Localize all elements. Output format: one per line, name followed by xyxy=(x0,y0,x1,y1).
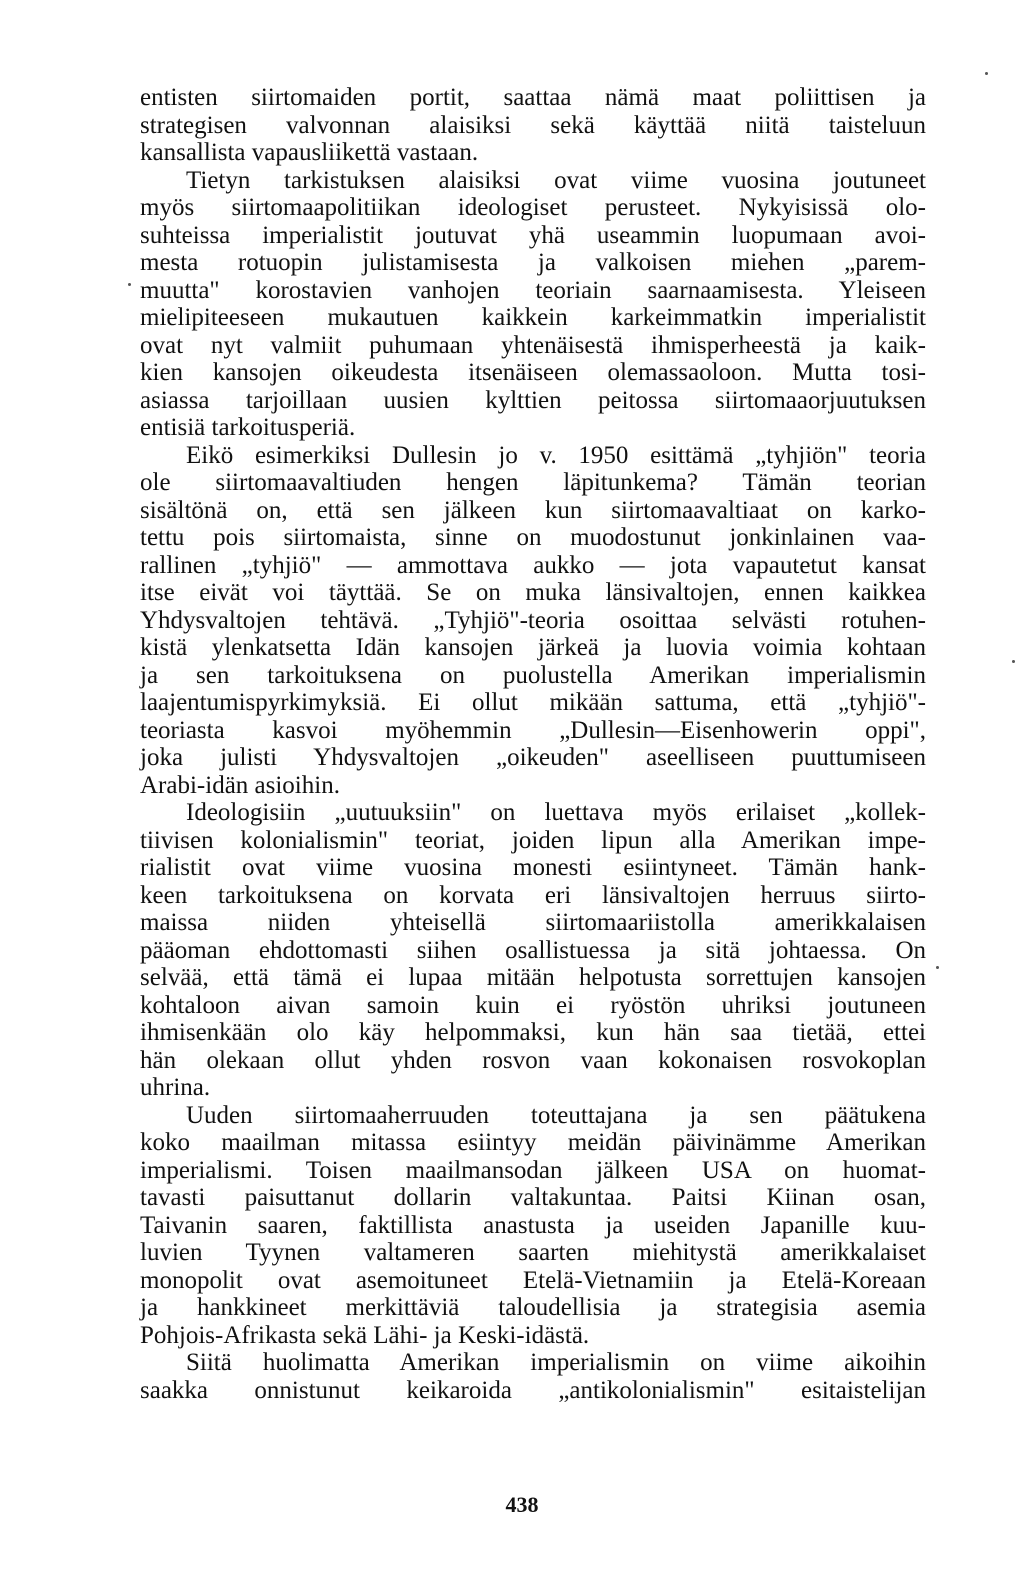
text-line: ole siirtomaavaltiuden hengen läpitunkema? Tämän teorian xyxy=(140,469,926,496)
text-line: Ideologisiin „uutuuksiin" on luettava myös erilaiset „kollek- xyxy=(186,799,926,826)
text-line: monopolit ovat asemoituneet Etelä-Vietnamiin ja Etelä-Koreaan xyxy=(140,1266,926,1294)
text-line: pääoman ehdottomasti siihen osallistuessa ja sitä johtaessa. On xyxy=(140,936,926,964)
text-line: Tietyn tarkistuksen alaisiksi ovat viime vuosina joutuneet xyxy=(186,166,926,194)
text-line: hän olekaan ollut yhden rosvon vaan kokonaisen rosvokoplan xyxy=(140,1046,926,1074)
text-line: sisältönä on, että sen jälkeen kun siirtomaavaltiaat on karko- xyxy=(140,496,926,524)
print-speck xyxy=(985,72,988,75)
text-line: ja sen tarkoituksena on puolustella Amerikan imperialismin xyxy=(140,661,926,689)
text-line: mielipiteeseen mukautuen kaikkein karkeimmatkin imperialistit xyxy=(140,304,926,331)
text-line: teoriasta kasvoi myöhemmin „Dullesin—Eisenhowerin oppi", xyxy=(140,716,926,744)
text-line: asiassa tarjoillaan uusien kylttien peitossa siirtomaaorjuutuksen xyxy=(140,386,926,414)
text-line: Pohjois-Afrikasta sekä Lähi- ja Keski-idästä. xyxy=(140,1321,590,1349)
text-line: rialistit ovat viime vuosina monesti esiintyneet. Tämän hank- xyxy=(140,854,926,881)
text-line: mesta rotuopin julistamisesta ja valkoisen miehen „parem- xyxy=(140,249,926,276)
text-line: tiivisen kolonialismin" teoriat, joiden lipun alla Amerikan impe- xyxy=(140,826,926,854)
text-line: tavasti paisuttanut dollarin valtakuntaa. Paitsi Kiinan osan, xyxy=(140,1184,926,1211)
text-line: itse eivät voi täyttää. Se on muka länsivaltojen, ennen kaikkea xyxy=(140,579,926,606)
print-speck xyxy=(128,283,131,286)
text-line: myös siirtomaapolitiikan ideologiset perusteet. Nykyisissä olo- xyxy=(140,194,926,221)
text-line: kistä ylenkatsetta Idän kansojen järkeä ja luovia voimia kohtaan xyxy=(140,634,926,661)
text-line: suhteissa imperialistit joutuvat yhä useammin luopumaan avoi- xyxy=(140,221,926,249)
text-line: keen tarkoituksena on korvata eri länsivaltojen herruus siirto- xyxy=(140,881,926,909)
text-line: Eikö esimerkiksi Dullesin jo v. 1950 esittämä „tyhjiön" teoria xyxy=(186,441,926,469)
text-line: entisten siirtomaiden portit, saattaa nämä maat poliittisen ja xyxy=(140,84,926,111)
text-line: luvien Tyynen valtameren saarten miehitystä amerikkalaiset xyxy=(140,1239,926,1266)
text-line: Uuden siirtomaaherruuden toteuttajana ja sen päätukena xyxy=(186,1101,926,1129)
text-line: tettu pois siirtomaista, sinne on muodostunut jonkinlainen vaa- xyxy=(140,524,926,551)
text-line: rallinen „tyhjiö" — ammottava aukko — jota vapautetut kansat xyxy=(140,551,926,579)
text-line: laajentumispyrkimyksiä. Ei ollut mikään sattuma, että „tyhjiö"- xyxy=(140,689,926,716)
text-line: muutta" korostavien vanhojen teoriain saarnaamisesta. Yleiseen xyxy=(140,276,926,304)
text-line: ovat nyt valmiit puhumaan yhtenäisestä ihmisperheestä ja kaik- xyxy=(140,331,926,359)
text-line: Siitä huolimatta Amerikan imperialismin on viime aikoihin xyxy=(186,1349,926,1376)
text-line: kansallista vapausliikettä vastaan. xyxy=(140,139,479,166)
text-line: kohtaloon aivan samoin kuin ei ryöstön uhriksi joutuneen xyxy=(140,991,926,1019)
text-line: Arabi-idän asioihin. xyxy=(140,771,340,799)
text-line: ihmisenkään olo käy helpommaksi, kun hän saa tietää, ettei xyxy=(140,1019,926,1046)
text-line: ja hankkineet merkittäviä taloudellisia ja strategisia asemia xyxy=(140,1294,926,1321)
text-line: strategisen valvonnan alaisiksi sekä käyttää niitä taisteluun xyxy=(140,111,926,139)
text-line: Yhdysvaltojen tehtävä. „Tyhjiö"-teoria osoittaa selvästi rotuhen- xyxy=(140,606,926,634)
text-line: entisiä tarkoitusperiä. xyxy=(140,414,356,441)
text-line: joka julisti Yhdysvaltojen „oikeuden" aseelliseen puuttumiseen xyxy=(140,744,926,771)
body-text xyxy=(140,84,926,1404)
text-line: maissa niiden yhteisellä siirtomaariistolla amerikkalaisen xyxy=(140,909,926,936)
text-line: Taivanin saaren, faktillista anastusta ja useiden Japanille kuu- xyxy=(140,1211,926,1239)
text-line: saakka onnistunut keikaroida „antikolonialismin" esitaistelijan xyxy=(140,1376,926,1404)
text-line: selvää, että tämä ei lupaa mitään helpotusta sorrettujen kansojen xyxy=(140,964,926,991)
page-number: 438 xyxy=(505,1492,539,1517)
text-line: kien kansojen oikeudesta itsenäiseen olemassaoloon. Mutta tosi- xyxy=(140,359,926,386)
text-line: koko maailman mitassa esiintyy meidän päivinämme Amerikan xyxy=(140,1129,926,1156)
print-speck xyxy=(1012,660,1015,663)
print-speck xyxy=(936,966,939,969)
text-line: uhrina. xyxy=(140,1074,211,1101)
text-line: imperialismi. Toisen maailmansodan jälkeen USA on huomat- xyxy=(140,1156,926,1184)
